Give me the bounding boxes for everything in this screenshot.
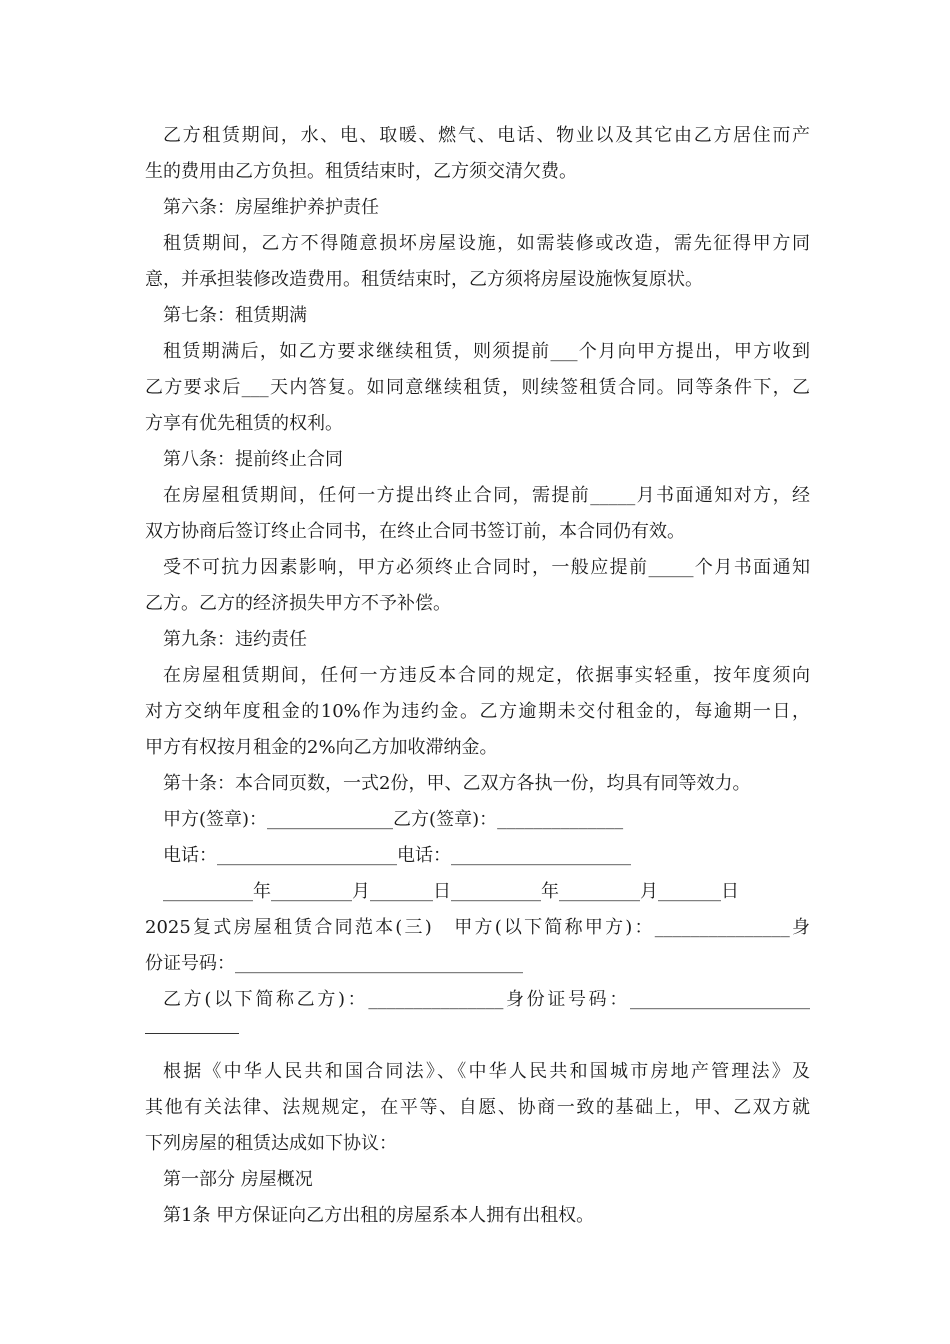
- date-line: __________年_________月_______日__________年_________月_______日: [163, 881, 739, 902]
- paragraph-line: 双方协商后签订终止合同书，在终止合同书签订前，本合同仍有效。: [145, 521, 685, 542]
- paragraph-line: 在房屋租赁期间，任何一方提出终止合同，需提前_____月书面通知对方，经: [163, 485, 810, 506]
- paragraph-line: 乙方(以下简称乙方)：_______________身份证号码：____________________: [163, 989, 810, 1010]
- signature-line: 甲方(签章)：______________乙方(签章)：______________: [163, 809, 624, 830]
- paragraph-line: 根据《中华人民共和国合同法》、《中华人民共和国城市房地产管理法》及: [163, 1061, 810, 1082]
- section-heading: 第九条：违约责任: [163, 629, 307, 650]
- paragraph-line: 下列房屋的租赁达成如下协议：: [145, 1133, 397, 1154]
- paragraph-line: 份证号码：________________________________: [145, 953, 523, 974]
- phone-line: 电话：____________________电话：____________________: [163, 845, 631, 866]
- paragraph-line: 其他有关法律、法规规定，在平等、自愿、协商一致的基础上，甲、乙双方就: [145, 1097, 810, 1118]
- section-heading: 第七条：租赁期满: [163, 305, 307, 326]
- paragraph-line: 生的费用由乙方负担。租赁结束时，乙方须交清欠费。: [145, 161, 577, 182]
- paragraph-line: 第十条：本合同页数，一式2份，甲、乙双方各执一份，均具有同等效力。: [163, 773, 751, 794]
- paragraph-line: 第1条 甲方保证向乙方出租的房屋系本人拥有出租权。: [163, 1205, 595, 1226]
- paragraph-line: 在房屋租赁期间，任何一方违反本合同的规定，依据事实轻重，按年度须向: [163, 665, 810, 686]
- paragraph-line: 意，并承担装修改造费用。租赁结束时，乙方须将房屋设施恢复原状。: [145, 269, 703, 290]
- paragraph-line: 2025复式房屋租赁合同范本(三) 甲方(以下简称甲方)：_______________身: [145, 917, 810, 938]
- blank-underline: [145, 1033, 239, 1034]
- paragraph-line: 乙方租赁期间，水、电、取暖、燃气、电话、物业以及其它由乙方居住而产: [163, 125, 810, 146]
- paragraph-line: 租赁期满后，如乙方要求继续租赁，则须提前___个月向甲方提出，甲方收到: [163, 341, 810, 362]
- paragraph-line: 方享有优先租赁的权利。: [145, 413, 343, 434]
- paragraph-line: 乙方要求后___天内答复。如同意继续租赁，则续签租赁合同。同等条件下，乙: [145, 377, 810, 398]
- paragraph-line: 受不可抗力因素影响，甲方必须终止合同时，一般应提前_____个月书面通知: [163, 557, 810, 578]
- paragraph-line: 租赁期间，乙方不得随意损坏房屋设施，如需装修或改造，需先征得甲方同: [163, 233, 810, 254]
- paragraph-line: 乙方。乙方的经济损失甲方不予补偿。: [145, 593, 451, 614]
- section-heading: 第八条：提前终止合同: [163, 449, 343, 470]
- paragraph-line: 甲方有权按月租金的2%向乙方加收滞纳金。: [145, 737, 498, 758]
- section-heading: 第一部分 房屋概况: [163, 1169, 313, 1190]
- section-heading: 第六条：房屋维护养护责任: [163, 197, 379, 218]
- paragraph-line: 对方交纳年度租金的10%作为违约金。乙方逾期未交付租金的，每逾期一日，: [145, 701, 810, 722]
